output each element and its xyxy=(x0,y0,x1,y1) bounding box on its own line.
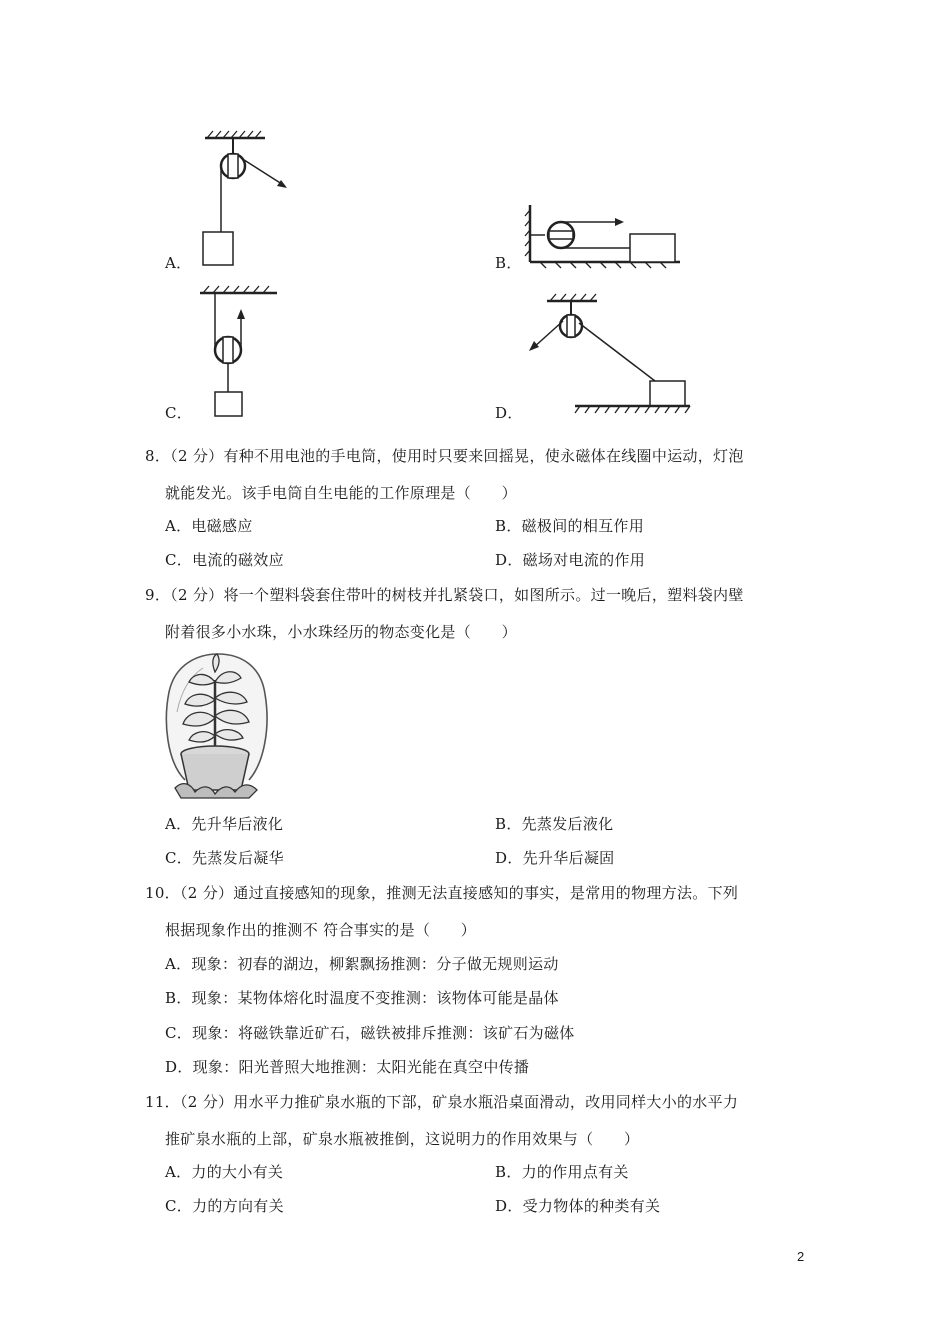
q11-option-a: A．力的大小有关 xyxy=(165,1163,284,1181)
q7-option-d-label: D． xyxy=(495,404,523,422)
q7-option-c-label: C． xyxy=(165,404,193,422)
pulley-figure-d xyxy=(525,293,695,418)
q11-stem-line2: 推矿泉水瓶的上部，矿泉水瓶被推倒，这说明力的作用效果与（ ） xyxy=(165,1130,640,1148)
q11-option-d: D．受力物体的种类有关 xyxy=(495,1197,661,1215)
q8-option-d: D．磁场对电流的作用 xyxy=(495,551,646,569)
q7-option-a-label: A． xyxy=(165,254,192,272)
q10-option-a: A．现象：初春的湖边，柳絮飘扬推测：分子做无规则运动 xyxy=(165,955,559,973)
pulley-figure-a xyxy=(195,128,305,268)
q10-stem-line2: 根据现象作出的推测不 符合事实的是（ ） xyxy=(165,921,477,939)
q9-stem-line2: 附着很多小水珠，小水珠经历的物态变化是（ ） xyxy=(165,623,517,641)
q11-stem-line1: 11．（2 分）用水平力推矿泉水瓶的下部，矿泉水瓶沿桌面滑动，改用同样大小的水平力 xyxy=(145,1093,739,1111)
page-number: 2 xyxy=(797,1249,805,1264)
q8-option-b: B．磁极间的相互作用 xyxy=(495,517,645,535)
q9-option-c: C．先蒸发后凝华 xyxy=(165,849,284,867)
q9-option-a: A．先升华后液化 xyxy=(165,815,284,833)
q11-option-c: C．力的方向有关 xyxy=(165,1197,284,1215)
plant-in-bag-figure xyxy=(163,652,273,804)
q9-option-d: D．先升华后凝固 xyxy=(495,849,615,867)
q8-option-c: C．电流的磁效应 xyxy=(165,551,284,569)
q8-stem-line2: 就能发光。该手电筒自生电能的工作原理是（ ） xyxy=(165,484,517,502)
pulley-figure-b xyxy=(525,200,690,270)
q10-option-c: C．现象：将磁铁靠近矿石，磁铁被排斥推测：该矿石为磁体 xyxy=(165,1024,575,1042)
q8-option-a: A．电磁感应 xyxy=(165,517,253,535)
q11-option-b: B．力的作用点有关 xyxy=(495,1163,629,1181)
q9-option-b: B．先蒸发后液化 xyxy=(495,815,614,833)
q7-option-b-label: B． xyxy=(495,254,522,272)
q10-option-d: D．现象：阳光普照大地推测：太阳光能在真空中传播 xyxy=(165,1058,530,1076)
q10-stem-line1: 10．（2 分）通过直接感知的现象，推测无法直接感知的事实，是常用的物理方法。下列 xyxy=(145,884,739,902)
q8-stem-line1: 8．（2 分）有种不用电池的手电筒，使用时只要来回摇晃，使永磁体在线圈中运动，灯泡 xyxy=(145,447,744,465)
q9-stem-line1: 9．（2 分）将一个塑料袋套住带叶的树枝并扎紧袋口，如图所示。过一晚后，塑料袋内壁 xyxy=(145,586,744,604)
q10-option-b: B．现象：某物体熔化时温度不变推测：该物体可能是晶体 xyxy=(165,989,559,1007)
pulley-figure-c xyxy=(195,285,285,420)
